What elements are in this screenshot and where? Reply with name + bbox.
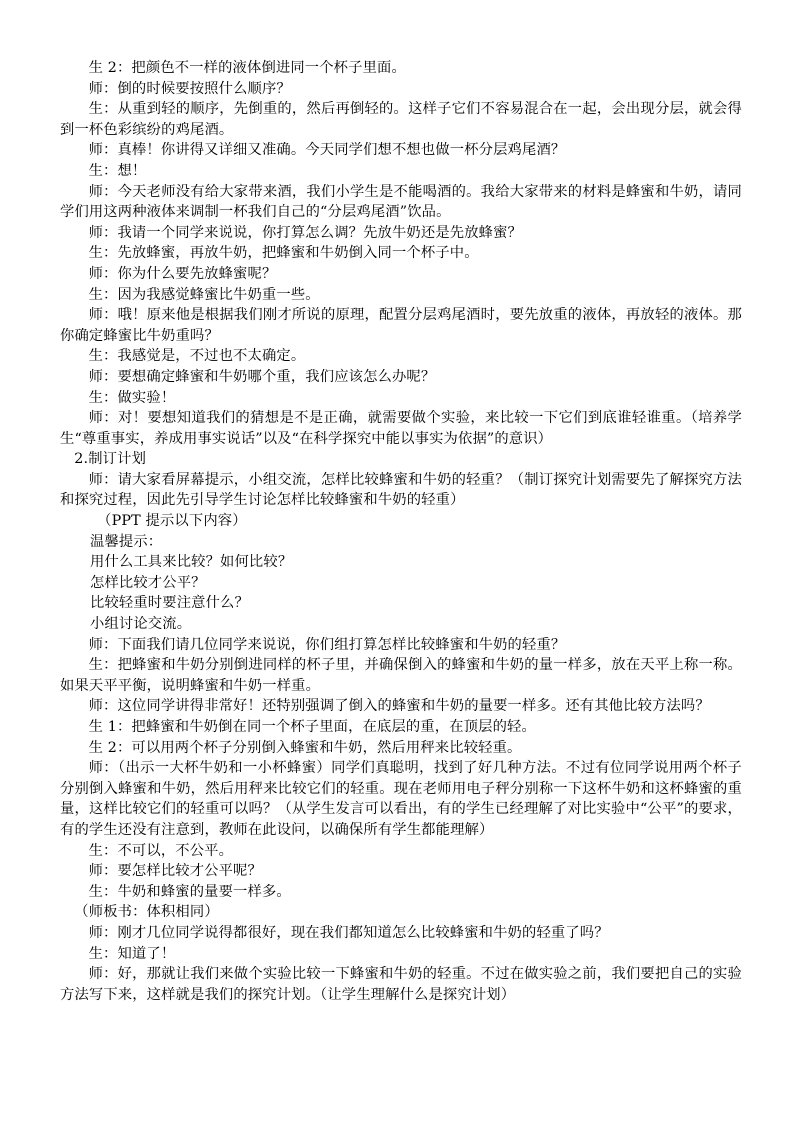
tip-item: 小组讨论交流。 xyxy=(90,616,192,633)
ppt-note: （PPT 提示以下内容） xyxy=(97,513,247,530)
paragraph: 生：不可以，不公平。 xyxy=(88,842,234,859)
paragraph: 生 1：把蜂蜜和牛奶倒在同一个杯子里面，在底层的重，在顶层的轻。 xyxy=(88,719,536,735)
paragraph: 生：把蜂蜜和牛奶分别倒进同样的杯子里，并确保倒入的蜂蜜和牛奶的量一样多，放在天平上称一称。如果天平平衡，说明蜂蜜和牛奶一样重。 xyxy=(60,657,742,694)
tip-item: 用什么工具来比较？如何比较？ xyxy=(90,554,293,571)
paragraph: 师：我请一个同学来说说，你打算怎么调？先放牛奶还是先放蜂蜜？ xyxy=(88,224,522,241)
paragraph: 生 2：可以用两个杯子分别倒入蜂蜜和牛奶，然后用秤来比较轻重。 xyxy=(88,739,522,756)
paragraph: 师：要想确定蜂蜜和牛奶哪个重，我们应该怎么办呢？ xyxy=(88,368,436,385)
paragraph: 生 2：把颜色不一样的液体倒进同一个杯子里面。 xyxy=(88,60,406,76)
paragraph: 师：今天老师没有给大家带来酒，我们小学生是不能喝酒的。我给大家带来的材料是蜂蜜和牛奶，请同学们用这两种液体来调制一杯我们自己的“分层鸡尾酒”饮品。 xyxy=(60,183,742,221)
paragraph: 师：要怎样比较才公平呢？ xyxy=(88,863,262,880)
section-heading: 2.制订计划 xyxy=(74,451,147,468)
tip-heading: 温馨提示： xyxy=(90,533,163,550)
document-page xyxy=(60,58,742,1005)
paragraph: 生：做实验！ xyxy=(88,389,176,406)
paragraph: 师：（出示一大杯牛奶和一小杯蜂蜜）同学们真聪明，找到了好几种方法。不过有位同学说用两个杯子分别倒入蜂蜜和牛奶，然后用秤来比较它们的轻重。现在老师用电子秤分别称一下这杯牛奶和这杯蜂蜜的重量，这样比较它们的轻重可以吗？（从学生发言可以看出，有的学生已经理解了对比实验中“公平”的要求，有的学生还没有注意到，教师在此设问，以确保所有学生都能理解） xyxy=(60,760,742,838)
paragraph: 师：倒的时候要按照什么顺序？ xyxy=(88,80,291,97)
paragraph: 师：真棒！你讲得又详细又准确。今天同学们想不想也做一杯分层鸡尾酒？ xyxy=(88,142,566,159)
paragraph: 生：我感觉是，不过也不太确定。 xyxy=(88,348,306,365)
paragraph: 师：刚才几位同学说得都很好，现在我们都知道怎么比较蜂蜜和牛奶的轻重了吗？ xyxy=(88,924,609,941)
paragraph: 生：因为我感觉蜂蜜比牛奶重一些。 xyxy=(88,286,320,303)
tip-item: 比较轻重时要注意什么？ xyxy=(90,595,249,612)
paragraph: 师：你为什么要先放蜂蜜呢？ xyxy=(88,265,277,282)
paragraph: 师：好，那就让我们来做个实验比较一下蜂蜜和牛奶的轻重。不过在做实验之前，我们要把自己的实验方法写下来，这样就是我们的探究计划。（让学生理解什么是探究计划） xyxy=(60,966,742,1003)
paragraph: 生：先放蜂蜜，再放牛奶，把蜂蜜和牛奶倒入同一个杯子中。 xyxy=(88,245,479,262)
paragraph: 师：哦！原来他是根据我们刚才所说的原理，配置分层鸡尾酒时，要先放重的液体，再放轻的液体。那你确定蜂蜜比牛奶重吗？ xyxy=(60,307,742,344)
paragraph: 师：请大家看屏幕提示，小组交流，怎样比较蜂蜜和牛奶的轻重？（制订探究计划需要先了解探究方法和探究过程，因此先引导学生讨论怎样比较蜂蜜和牛奶的轻重） xyxy=(60,471,742,509)
paragraph: 生：知道了！ xyxy=(88,945,176,962)
board-note: （师板书：体积相同） xyxy=(74,904,219,921)
paragraph: 生：想！ xyxy=(88,162,147,179)
paragraph: 师：下面我们请几位同学来说说，你们组打算怎样比较蜂蜜和牛奶的轻重？ xyxy=(88,636,566,653)
paragraph: 师：对！要想知道我们的猜想是不是正确，就需要做个实验，来比较一下它们到底谁轻谁重。（培养学生“尊重事实，养成用事实说话”以及“在科学探究中能以事实为依据”的意识） xyxy=(60,410,742,447)
paragraph: 生：从重到轻的顺序，先倒重的，然后再倒轻的。这样子它们不容易混合在一起，会出现分层，就会得到一杯色彩缤纷的鸡尾酒。 xyxy=(60,101,742,138)
tip-item: 怎样比较才公平？ xyxy=(90,574,206,591)
paragraph: 生：牛奶和蜂蜜的量要一样多。 xyxy=(88,883,291,900)
paragraph: 师：这位同学讲得非常好！还特别强调了倒入的蜂蜜和牛奶的量要一样多。还有其他比较方法吗？ xyxy=(88,698,710,715)
